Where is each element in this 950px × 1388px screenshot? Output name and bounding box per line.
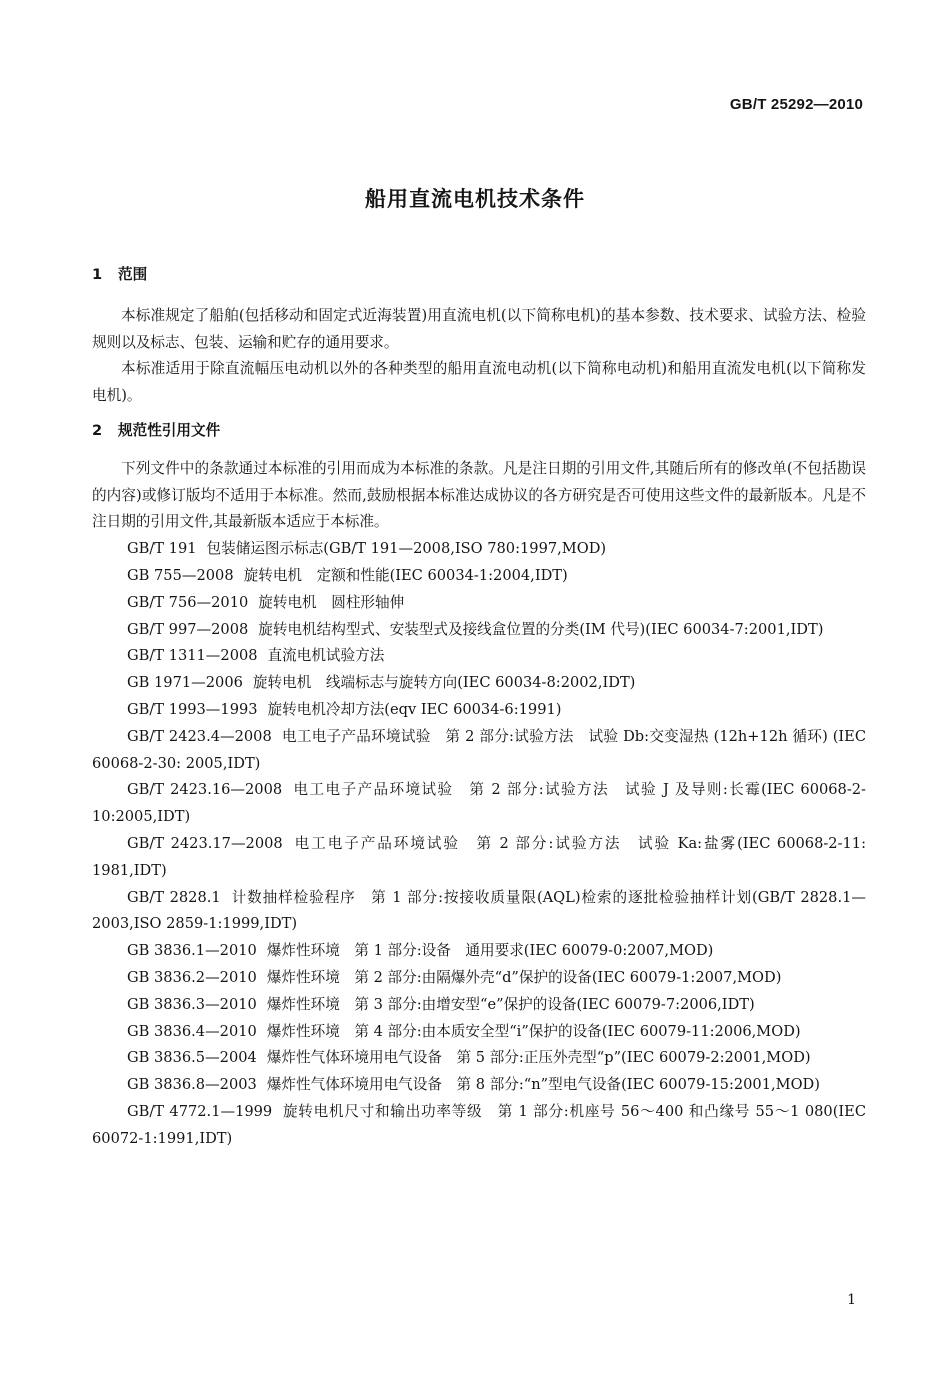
scope-paragraph: 本标准规定了船舶(包括移动和固定式近海装置)用直流电机(以下简称电机)的基本参数、技术要求、试验方法、检验规则以及标志、包装、运输和贮存的通用要求。 [92, 306, 866, 351]
reference-item [92, 831, 866, 885]
reference-code: GB/T 1993—1993 [127, 700, 258, 718]
reference-title: 电工电子产品环境试验 第 2 部分:试验方法 试验 J 及导则:长霉(IEC 60068-2-10:2005,IDT) [92, 781, 866, 826]
section-title: 范围 [118, 266, 148, 283]
reference-code: GB 3836.2—2010 [127, 968, 257, 986]
reference-title: 旋转电机冷却方法(eqv IEC 60034-6:1991) [267, 700, 562, 718]
reference-title: 旋转电机 定额和性能(IEC 60034-1:2004,IDT) [243, 566, 568, 584]
reference-code: GB 755—2008 [127, 566, 234, 584]
reference-code: GB/T 2423.16—2008 [127, 781, 283, 799]
reference-item [92, 938, 866, 965]
reference-item [92, 536, 866, 563]
reference-item [92, 697, 866, 724]
reference-item [92, 885, 866, 939]
reference-title: 爆炸性环境 第 2 部分:由隔爆外壳“d”保护的设备(IEC 60079-1:2007,MOD) [266, 968, 782, 986]
reference-item [92, 965, 866, 992]
page-number: 1 [847, 1292, 856, 1308]
reference-code: GB/T 2423.17—2008 [127, 834, 283, 852]
reference-code: GB 3836.1—2010 [127, 942, 257, 960]
reference-item [92, 590, 866, 617]
reference-title: 爆炸性环境 第 4 部分:由本质安全型“i”保护的设备(IEC 60079-11:2006,MOD) [266, 1022, 801, 1040]
reference-title: 电工电子产品环境试验 第 2 部分:试验方法 试验 Db:交变湿热 (12h+12h 循环) (IEC 60068-2-30: 2005,IDT) [92, 727, 866, 772]
reference-item [92, 724, 866, 778]
reference-title: 旋转电机 圆柱形轴伸 [258, 593, 405, 611]
reference-list [92, 536, 866, 1152]
reference-item [92, 1072, 866, 1099]
reference-title: 爆炸性环境 第 1 部分:设备 通用要求(IEC 60079-0:2007,MOD) [266, 942, 714, 960]
scope-paragraph: 本标准适用于除直流幅压电动机以外的各种类型的船用直流电动机(以下简称电动机)和船用直流发电机(以下简称发电机)。 [92, 360, 866, 405]
normative-intro-paragraph: 下列文件中的条款通过本标准的引用而成为本标准的条款。凡是注日期的引用文件,其随后所有的修改单(不包括勘误的内容)或修订版均不适用于本标准。然而,鼓励根据本标准达成协议的各方研究是否可使用这些文件的最新版本。凡是不注日期的引用文件,其最新版本适应于本标准。 [92, 459, 866, 531]
reference-item [92, 777, 866, 831]
section-number: 2 [92, 421, 103, 439]
section-heading-scope [92, 262, 866, 289]
reference-code: GB 3836.8—2003 [127, 1076, 257, 1094]
reference-item [92, 670, 866, 697]
reference-code: GB 1971—2006 [127, 674, 243, 692]
reference-code: GB/T 191 [127, 540, 197, 558]
reference-title: 旋转电机 线端标志与旋转方向(IEC 60034-8:2002,IDT) [252, 674, 636, 692]
section-title: 规范性引用文件 [118, 421, 221, 439]
reference-item [92, 992, 866, 1019]
reference-code: GB/T 2828.1 [127, 888, 221, 906]
section-number: 1 [92, 266, 103, 283]
reference-item [92, 1045, 866, 1072]
reference-code: GB 3836.5—2004 [127, 1049, 257, 1067]
reference-title: 爆炸性环境 第 3 部分:由增安型“e”保护的设备(IEC 60079-7:2006,IDT) [266, 995, 755, 1013]
reference-item [92, 643, 866, 670]
reference-item [92, 1099, 866, 1153]
document-body [92, 262, 866, 1153]
reference-code: GB 3836.3—2010 [127, 995, 257, 1013]
reference-title: 爆炸性气体环境用电气设备 第 5 部分:正压外壳型“p”(IEC 60079-2:2001,MOD) [266, 1049, 811, 1067]
reference-title: 旋转电机结构型式、安装型式及接线盒位置的分类(IM 代号)(IEC 60034-7:2001,IDT) [258, 620, 824, 638]
reference-code: GB/T 756—2010 [127, 593, 249, 611]
reference-code: GB/T 1311—2008 [127, 647, 258, 665]
document-code: GB/T 25292—2010 [729, 96, 863, 113]
reference-item [92, 1019, 866, 1046]
reference-item [92, 563, 866, 590]
reference-code: GB/T 2423.4—2008 [127, 727, 272, 745]
reference-title: 爆炸性气体环境用电气设备 第 8 部分:“n”型电气设备(IEC 60079-15:2001,MOD) [266, 1076, 820, 1094]
section-heading-normative-references [92, 418, 866, 445]
reference-code: GB/T 997—2008 [127, 620, 249, 638]
reference-code: GB/T 4772.1—1999 [127, 1102, 273, 1120]
reference-title: 电工电子产品环境试验 第 2 部分:试验方法 试验 Ka:盐雾(IEC 60068-2-11: 1981,IDT) [92, 834, 866, 879]
document-title: 船用直流电机技术条件 [365, 187, 585, 211]
reference-title: 计数抽样检验程序 第 1 部分:按接收质量限(AQL)检索的逐批检验抽样计划(GB/T 2828.1—2003,ISO 2859-1:1999,IDT) [92, 888, 866, 933]
reference-title: 直流电机试验方法 [267, 647, 385, 665]
reference-code: GB 3836.4—2010 [127, 1022, 257, 1040]
reference-item [92, 617, 866, 644]
reference-title: 旋转电机尺寸和输出功率等级 第 1 部分:机座号 56～400 和凸缘号 55～1 080(IEC 60072-1:1991,IDT) [92, 1102, 866, 1147]
reference-title: 包装储运图示标志(GB/T 191—2008,ISO 780:1997,MOD) [206, 540, 607, 558]
